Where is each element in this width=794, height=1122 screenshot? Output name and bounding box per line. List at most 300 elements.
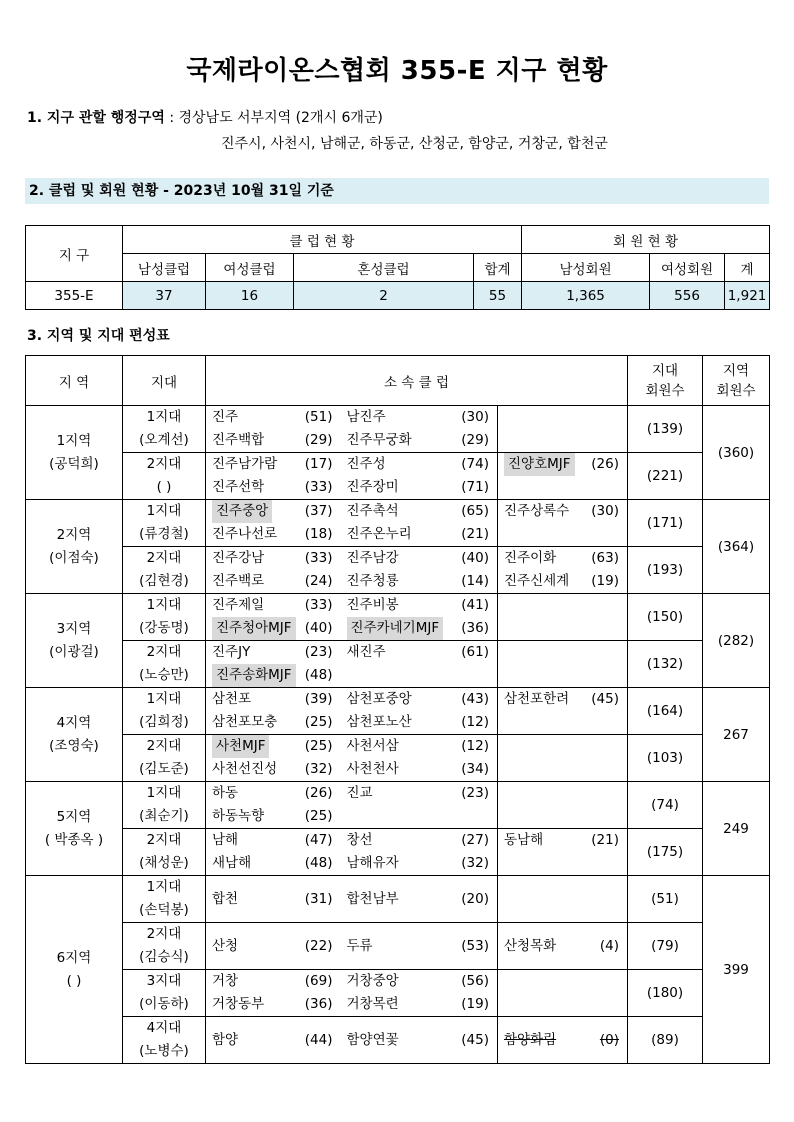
club-member-count: (33) [304, 479, 333, 495]
club-member-count: (4) [599, 938, 619, 954]
club-member-count: (48) [304, 667, 333, 683]
club-entry [498, 970, 627, 993]
zone-cell [123, 500, 206, 547]
club-name: 진주무궁화 [346, 432, 412, 448]
zone-member-total: (150) [628, 594, 703, 641]
h-male-club: 남성클럽 [123, 254, 206, 282]
club-name: 진주선학 [212, 479, 265, 495]
club-entry [498, 641, 627, 664]
club-entry [341, 782, 498, 805]
club-column [341, 923, 498, 970]
section1-text: : 경상남도 서부지역 (2개시 6개군) [164, 110, 383, 126]
section1-heading: 1. 지구 관할 행정구역 [27, 110, 165, 126]
club-name: 삼천포한려 [504, 691, 570, 707]
club-name: 새진주 [346, 644, 386, 660]
club-column [498, 876, 628, 923]
zone-leader: (이동하) [139, 996, 189, 1012]
zone-leader: (김현경) [139, 573, 189, 589]
club-entry [498, 688, 627, 711]
zone-cell [123, 735, 206, 782]
club-member-count: (25) [304, 738, 333, 754]
club-member-count: (26) [304, 785, 333, 801]
club-member-count: (48) [304, 855, 333, 871]
zone-row [26, 1017, 770, 1064]
club-entry [341, 993, 498, 1016]
h-sum: 계 [725, 254, 770, 282]
club-column [341, 641, 498, 688]
club-member-count: (51) [304, 409, 333, 425]
club-member-count: (56) [461, 973, 489, 989]
zone-member-total: (139) [628, 406, 703, 453]
club-member-count: (69) [304, 973, 333, 989]
club-name: 두류 [346, 938, 373, 954]
h-zone-members: 지대 회원수 [628, 356, 703, 406]
zone-row [26, 876, 770, 923]
club-column [206, 1017, 341, 1064]
club-member-count: (27) [461, 832, 489, 848]
club-name: 진주 [212, 409, 239, 425]
region-cell [26, 688, 123, 782]
club-entry [206, 664, 341, 687]
club-entry [498, 406, 627, 429]
club-entry [498, 735, 627, 758]
club-column [498, 453, 628, 500]
club-column [206, 453, 341, 500]
zone-row [26, 923, 770, 970]
club-entry [206, 547, 341, 570]
region-name: 6지역 [56, 949, 92, 966]
club-name: 거창중앙 [346, 973, 399, 989]
club-member-summary-table [25, 225, 770, 310]
club-entry [206, 594, 341, 617]
zone-cell [123, 688, 206, 735]
zone-member-total: (180) [628, 970, 703, 1017]
h-total: 합계 [474, 254, 522, 282]
club-column [206, 923, 341, 970]
club-entry [341, 758, 498, 781]
club-name: 사천선진성 [212, 761, 278, 777]
club-member-count: (41) [461, 597, 489, 613]
club-name: 사천천사 [346, 761, 399, 777]
club-entry [498, 523, 627, 546]
page-title: 국제라이온스협회 355-E 지구 현황 [186, 56, 608, 86]
club-entry [206, 829, 341, 852]
club-entry [206, 735, 341, 758]
zone-member-total: (89) [628, 1017, 703, 1064]
club-entry [341, 876, 498, 922]
club-entry [341, 476, 498, 499]
zone-row [26, 500, 770, 547]
club-entry [341, 453, 498, 476]
club-entry [206, 617, 341, 640]
region-cell [26, 406, 123, 500]
sum-value: 1,921 [725, 282, 770, 310]
region-member-total: (360) [703, 406, 770, 500]
club-member-count: (30) [591, 503, 619, 519]
club-entry [206, 500, 341, 523]
zone-member-total: (175) [628, 829, 703, 876]
zone-member-total: (164) [628, 688, 703, 735]
club-entry [206, 523, 341, 546]
zone-name: 4지대 [146, 1020, 182, 1036]
club-member-count: (45) [461, 1032, 489, 1048]
club-member-count: (21) [461, 526, 489, 542]
club-entry [206, 570, 341, 593]
club-entry [498, 476, 627, 499]
club-name: 진주중앙 [212, 500, 272, 523]
zone-name: 1지대 [146, 597, 182, 613]
club-name: 합천 [212, 891, 239, 907]
h-male-member: 남성회원 [522, 254, 650, 282]
club-name: 새남해 [212, 855, 252, 871]
club-entry [341, 617, 498, 640]
club-member-count: (32) [304, 761, 333, 777]
club-member-count: (40) [461, 550, 489, 566]
club-entry [206, 1017, 341, 1063]
region-name: 2지역 [56, 526, 92, 543]
region-leader: ( ) [66, 972, 82, 989]
zone-cell [123, 1017, 206, 1064]
club-entry [341, 688, 498, 711]
club-column [341, 453, 498, 500]
club-entry [206, 641, 341, 664]
club-name: 진주백로 [212, 573, 265, 589]
club-entry [341, 711, 498, 734]
club-column [498, 500, 628, 547]
zone-cell [123, 594, 206, 641]
club-member-count: (29) [461, 432, 489, 448]
club-entry [498, 1017, 627, 1063]
club-column [341, 594, 498, 641]
zone-cell [123, 876, 206, 923]
club-name: 합천남부 [346, 891, 399, 907]
club-name: 삼천포모충 [212, 714, 278, 730]
club-entry [206, 876, 341, 922]
club-entry [498, 782, 627, 805]
club-name: 진교 [346, 785, 373, 801]
club-member-count: (47) [304, 832, 333, 848]
club-column [498, 688, 628, 735]
club-entry [498, 923, 627, 969]
club-entry [341, 1017, 498, 1063]
club-entry [341, 429, 498, 452]
zone-row [26, 735, 770, 782]
region-leader: ( 박종옥 ) [44, 831, 104, 848]
club-name: 하동 [212, 785, 239, 801]
club-column [206, 500, 341, 547]
club-column [341, 970, 498, 1017]
zone-cell [123, 923, 206, 970]
club-name: 거창목련 [346, 996, 399, 1012]
club-column [498, 1017, 628, 1064]
region-name: 1지역 [56, 432, 92, 449]
club-member-count: (33) [304, 550, 333, 566]
club-member-count: (34) [461, 761, 489, 777]
club-column [498, 406, 628, 453]
club-name: 진양호MJF [504, 453, 575, 476]
zone-row [26, 688, 770, 735]
mixed-club-value: 2 [294, 282, 474, 310]
zone-name: 3지대 [146, 973, 182, 989]
club-entry [341, 570, 498, 593]
region-member-total: 267 [703, 688, 770, 782]
club-name: 진주카네기MJF [347, 617, 444, 640]
club-member-count: (32) [461, 855, 489, 871]
zone-member-total: (79) [628, 923, 703, 970]
club-name: 사천MJF [212, 735, 269, 758]
club-entry [498, 429, 627, 452]
club-column [341, 406, 498, 453]
zone-row [26, 641, 770, 688]
club-name: 거창 [212, 973, 239, 989]
zone-name: 1지대 [146, 691, 182, 707]
club-column [206, 735, 341, 782]
h-region-members: 지역 회원수 [703, 356, 770, 406]
zone-member-total: (132) [628, 641, 703, 688]
club-name: 진주남강 [346, 550, 399, 566]
club-entry [498, 876, 627, 922]
region-cell [26, 500, 123, 594]
club-member-count: (26) [591, 456, 619, 472]
zone-cell [123, 970, 206, 1017]
district-value: 355-E [26, 282, 123, 310]
zone-member-total: (74) [628, 782, 703, 829]
zone-row [26, 594, 770, 641]
club-name: 진주백합 [212, 432, 265, 448]
club-entry [341, 500, 498, 523]
zone-row [26, 782, 770, 829]
zone-cell [123, 829, 206, 876]
male-member-value: 1,365 [522, 282, 650, 310]
club-entry [206, 688, 341, 711]
zone-member-total: (193) [628, 547, 703, 594]
zone-name: 2지대 [146, 550, 182, 566]
zone-name: 1지대 [146, 409, 182, 425]
club-name: 진주상록수 [504, 503, 570, 519]
club-column [498, 641, 628, 688]
zone-cell [123, 453, 206, 500]
club-member-count: (12) [461, 738, 489, 754]
club-member-count: (17) [304, 456, 333, 472]
section2-heading: 2. 클럽 및 회원 현황 - 2023년 10월 31일 기준 [25, 178, 769, 204]
club-member-count: (40) [304, 620, 333, 636]
club-member-count: (25) [304, 714, 333, 730]
section1-list: 진주시, 사천시, 남해군, 하동군, 산청군, 함양군, 거창군, 합천군 [221, 136, 608, 152]
club-member-count: (0) [599, 1032, 619, 1048]
region-member-total: 399 [703, 876, 770, 1064]
club-entry [206, 711, 341, 734]
h-district: 지 구 [26, 226, 123, 282]
club-name: 함양화림 [504, 1032, 557, 1048]
club-entry [206, 805, 341, 828]
club-entry [341, 829, 498, 852]
zone-name: 1지대 [146, 503, 182, 519]
club-entry [206, 476, 341, 499]
female-member-value: 556 [650, 282, 725, 310]
club-column [341, 829, 498, 876]
club-member-count: (36) [461, 620, 489, 636]
club-column [341, 547, 498, 594]
zone-row [26, 453, 770, 500]
club-column [206, 782, 341, 829]
club-name: 진주비봉 [346, 597, 399, 613]
region-name: 3지역 [56, 620, 92, 637]
club-member-count: (25) [304, 808, 333, 824]
zone-leader: (강동명) [139, 620, 189, 636]
club-column [498, 829, 628, 876]
club-entry [341, 594, 498, 617]
club-column [206, 594, 341, 641]
club-member-count: (33) [304, 597, 333, 613]
club-member-count: (29) [304, 432, 333, 448]
club-entry [206, 406, 341, 429]
club-name: 삼천포 [212, 691, 252, 707]
club-name: 하동녹향 [212, 808, 265, 824]
club-name: 산청목화 [504, 938, 557, 954]
zone-row [26, 406, 770, 453]
zone-cell [123, 406, 206, 453]
club-entry [498, 453, 627, 476]
club-name: 산청 [212, 938, 239, 954]
region-leader: (조영숙) [49, 737, 99, 754]
club-name: 진주신세계 [504, 573, 570, 589]
club-column [498, 782, 628, 829]
club-entry [498, 758, 627, 781]
club-entry [341, 970, 498, 993]
h-member-clubs: 소 속 클 럽 [206, 356, 628, 406]
zone-cell [123, 547, 206, 594]
club-name: 진주장미 [346, 479, 399, 495]
section-jurisdiction [27, 105, 608, 157]
club-entry [341, 923, 498, 969]
club-entry [206, 993, 341, 1016]
club-member-count: (14) [461, 573, 489, 589]
club-column [341, 500, 498, 547]
club-name: 진주남가람 [212, 456, 278, 472]
club-column [498, 923, 628, 970]
club-name: 진주강남 [212, 550, 265, 566]
zone-name: 2지대 [146, 832, 182, 848]
zone-row [26, 829, 770, 876]
club-name: 진주촉석 [346, 503, 399, 519]
zone-leader: (류경철) [139, 526, 189, 542]
club-entry [498, 993, 627, 1016]
club-entry [206, 782, 341, 805]
club-name: 창선 [346, 832, 373, 848]
club-member-count: (20) [461, 891, 489, 907]
club-member-count: (36) [304, 996, 333, 1012]
club-name: 함양연꽃 [346, 1032, 399, 1048]
club-member-count: (65) [461, 503, 489, 519]
club-entry [206, 852, 341, 875]
club-column [498, 735, 628, 782]
club-member-count: (30) [461, 409, 489, 425]
zone-cell [123, 641, 206, 688]
zone-leader: (오계선) [139, 432, 189, 448]
h-female-club: 여성클럽 [206, 254, 294, 282]
h-female-member: 여성회원 [650, 254, 725, 282]
club-name: 남진주 [346, 409, 386, 425]
club-column [341, 876, 498, 923]
club-name: 진주나선로 [212, 526, 278, 542]
club-entry [498, 500, 627, 523]
club-member-count: (43) [461, 691, 489, 707]
section3-heading: 3. 지역 및 지대 편성표 [27, 328, 170, 344]
club-column [206, 829, 341, 876]
club-column [206, 970, 341, 1017]
zone-leader: (손덕봉) [139, 902, 189, 918]
zone-leader: (김승식) [139, 949, 189, 965]
club-member-count: (63) [591, 550, 619, 566]
club-column [206, 547, 341, 594]
region-cell [26, 876, 123, 1064]
club-name: 진주청아MJF [212, 617, 296, 640]
club-member-count: (71) [461, 479, 489, 495]
club-name: 진주온누리 [346, 526, 412, 542]
club-name: 진주JY [212, 644, 251, 660]
club-column [206, 641, 341, 688]
region-leader: (이점숙) [49, 549, 99, 566]
zone-member-total: (51) [628, 876, 703, 923]
club-name: 진주송화MJF [212, 664, 296, 687]
club-member-count: (31) [304, 891, 333, 907]
club-column [206, 406, 341, 453]
club-entry [498, 547, 627, 570]
zone-name: 2지대 [146, 644, 182, 660]
club-entry [498, 852, 627, 875]
zone-leader: (노승만) [139, 667, 189, 683]
club-column [498, 970, 628, 1017]
club-member-count: (74) [461, 456, 489, 472]
club-entry [341, 547, 498, 570]
region-leader: (이광걸) [49, 643, 99, 660]
club-column [206, 876, 341, 923]
club-name: 사천서삼 [346, 738, 399, 754]
club-member-count: (12) [461, 714, 489, 730]
club-member-count: (24) [304, 573, 333, 589]
club-entry [206, 429, 341, 452]
club-entry [206, 923, 341, 969]
zone-name: 2지대 [146, 738, 182, 754]
club-name: 진주청룡 [346, 573, 399, 589]
zone-name: 2지대 [146, 456, 182, 472]
region-member-total: (282) [703, 594, 770, 688]
club-entry [206, 453, 341, 476]
club-column [341, 735, 498, 782]
club-member-count: (44) [304, 1032, 333, 1048]
club-name: 동남해 [504, 832, 544, 848]
club-entry [498, 829, 627, 852]
zone-row [26, 970, 770, 1017]
zone-cell [123, 782, 206, 829]
club-column [498, 547, 628, 594]
club-name: 진주성 [346, 456, 386, 472]
club-member-count: (19) [461, 996, 489, 1012]
h-clubs: 클 럽 현 황 [123, 226, 522, 254]
club-member-count: (18) [304, 526, 333, 542]
region-leader: (공덕희) [49, 455, 99, 472]
club-entry [341, 406, 498, 429]
region-zone-table [25, 355, 770, 1064]
club-member-count: (45) [591, 691, 619, 707]
club-member-count: (53) [461, 938, 489, 954]
club-name: 거창동부 [212, 996, 265, 1012]
zone-leader: (채성운) [139, 855, 189, 871]
club-member-count: (23) [461, 785, 489, 801]
male-club-value: 37 [123, 282, 206, 310]
club-entry [341, 664, 498, 687]
club-entry [498, 617, 627, 640]
